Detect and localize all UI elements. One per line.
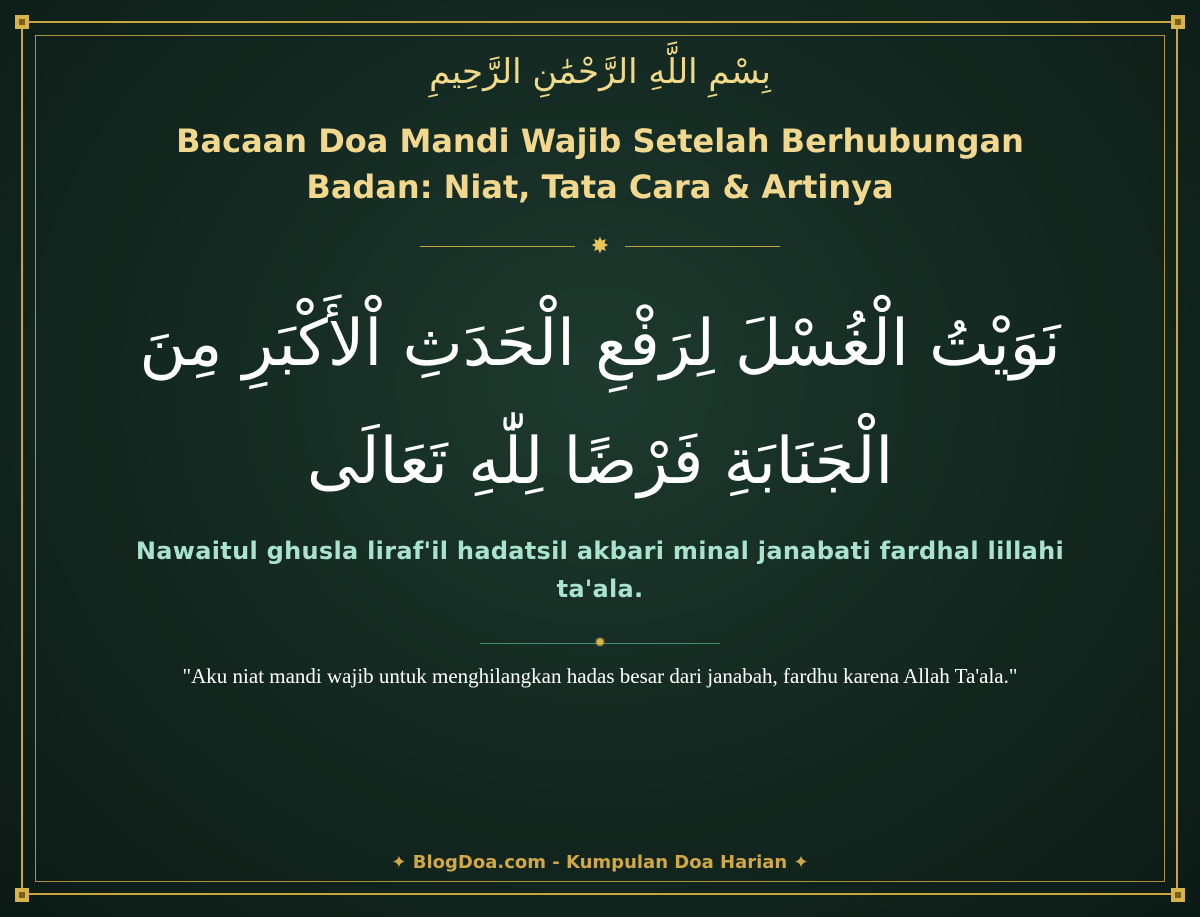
corner-ornament-top-left xyxy=(15,15,29,29)
ornamental-divider-top xyxy=(420,234,780,260)
ornamental-divider-middle xyxy=(480,635,720,651)
latin-transliteration: Nawaitul ghusla liraf'il hadatsil akbari minal janabati fardhal lillahi ta'ala. xyxy=(135,537,1065,603)
corner-ornament-bottom-left xyxy=(15,888,29,902)
divider-line-left xyxy=(420,246,575,247)
eight-point-star-icon: ✸ xyxy=(590,234,610,259)
small-star-icon: ✹ xyxy=(594,635,606,651)
arabic-prayer-text: نَوَيْتُ الْغُسْلَ لِرَفْعِ الْحَدَثِ اْلأَكْبَرِ مِنَ الْجَنَابَةِ فَرْضًا لِلّٰهِ تَعَالَى xyxy=(139,307,1061,499)
footer-credit: ✦ BlogDoa.com - Kumpulan Doa Harian ✦ xyxy=(391,852,809,873)
prayer-meaning: "Aku niat mandi wajib untuk menghilangkan hadas besar dari janabah, fardhu karena Allah Ta'ala." xyxy=(182,664,1018,688)
page-title: Bacaan Doa Mandi Wajib Setelah Berhubungan Badan: Niat, Tata Cara & Artinya xyxy=(176,122,1024,206)
corner-ornament-top-right xyxy=(1171,15,1185,29)
basmala: بِسْمِ اللَّهِ الرَّحْمَٰنِ الرَّحِيمِ xyxy=(429,52,771,92)
corner-ornament-bottom-right xyxy=(1171,888,1185,902)
divider-line-right xyxy=(625,246,780,247)
